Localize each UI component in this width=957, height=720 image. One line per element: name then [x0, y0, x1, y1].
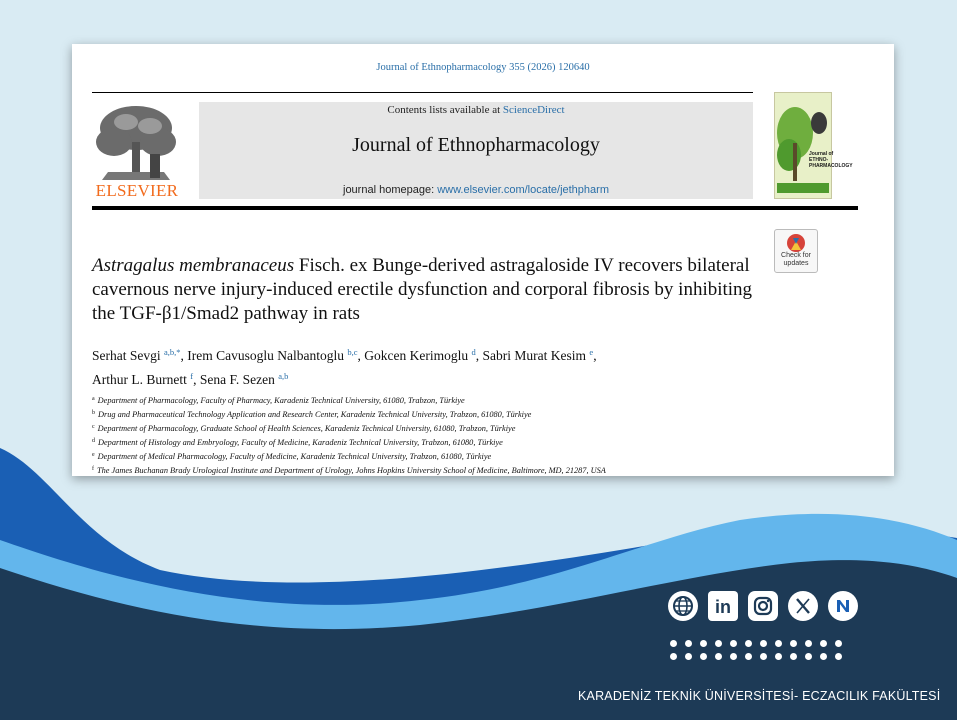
author[interactable]: Sabri Murat Kesim $^e$, [482, 347, 597, 363]
badge-line: Check for [781, 252, 811, 259]
sciencedirect-link[interactable]: ScienceDirect [502, 104, 565, 116]
author[interactable]: Gokcen Kerimoglu $^d$, [364, 347, 483, 363]
footer-institution: KARADENİZ TEKNİK ÜNİVERSİTESİ- ECZACILIK FAKÜLTESİ [578, 689, 941, 703]
author[interactable]: Sena F. Sezen $^{a,b}$ [199, 371, 289, 387]
author[interactable]: Serhat Sevgi $^{a,b,*}$, [92, 347, 188, 363]
linkedin-text: in [715, 597, 731, 617]
homepage-link[interactable]: www.elsevier.com/locate/jethpharm [437, 184, 609, 196]
top-rule [92, 92, 753, 93]
globe-icon[interactable] [668, 591, 698, 621]
title-rest: Fisch. ex Bunge-derived astragaloside IV recovers bilateral cavernous nerve injury-induced erectile dysfunction and corporal fibrosis by inhibiting the TGF-β1/Smad2 pathway in rats [92, 255, 753, 324]
cover-line: Journal of [809, 151, 834, 157]
homepage-line [199, 184, 753, 196]
cover-line: PHARMACOLOGY [809, 163, 853, 169]
badge-line: updates [783, 260, 809, 267]
instagram-icon[interactable] [748, 591, 778, 621]
cover-line: ETHNO- [809, 157, 829, 163]
nv-icon[interactable] [828, 591, 858, 621]
author[interactable]: Irem Cavusoglu Nalbantoglu $^{b,c}$, [187, 347, 365, 363]
check-updates-icon [775, 232, 817, 254]
journal-cover-thumbnail[interactable] [774, 92, 853, 199]
journal-header-box [199, 102, 753, 199]
paper-header-card [72, 44, 894, 476]
article-title [92, 254, 762, 326]
linkedin-icon[interactable] [708, 591, 738, 621]
homepage-prefix: journal homepage: [343, 184, 438, 196]
journal-reference[interactable]: Journal of Ethnopharmacology 355 (2026) 120640 [376, 62, 590, 73]
author[interactable]: Arthur L. Burnett $^f$, [92, 371, 200, 387]
check-for-updates-badge[interactable] [774, 229, 818, 273]
thick-rule [92, 206, 858, 210]
affiliation-list [92, 393, 852, 477]
contents-prefix: Contents lists available at [387, 104, 503, 116]
affiliation: $^b$ Drug and Pharmaceutical Technology Application and Research Center, Karadeniz Technical University, Trabzon, 61080, Türkiye [92, 410, 532, 419]
affiliation: $^c$ Department of Pharmacology, Graduate School of Health Sciences, Karadeniz Technical University, 61080, Trabzon, Türkiye [92, 424, 516, 433]
author-list [92, 342, 762, 390]
affiliation: $^f$ The James Buchanan Brady Urological Institute and Department of Urology, Johns Hopkins University School of Medicine, Baltimore, MD, 21287, USA [92, 466, 606, 475]
cover-tree-icon [775, 93, 831, 198]
contents-line [199, 104, 753, 116]
title-italic: Astragalus membranaceus [92, 255, 295, 276]
affiliation: $^e$ Department of Medical Pharmacology, Faculty of Medicine, Karadeniz Technical University, Trabzon, 61080, Türkiye [92, 452, 492, 461]
cover-title [809, 151, 853, 169]
journal-name: Journal of Ethnopharmacology [352, 134, 600, 156]
x-icon[interactable] [788, 591, 818, 621]
affiliation: $^d$ Department of Histology and Embryology, Faculty of Medicine, Karadeniz Technical University, Trabzon, 61080, Türkiye [92, 438, 503, 447]
affiliation: $^a$ Department of Pharmacology, Faculty of Pharmacy, Karadeniz Technical University, 61080, Trabzon, Türkiye [92, 396, 465, 405]
badge-text [775, 252, 817, 268]
elsevier-wordmark: ELSEVIER [95, 181, 179, 200]
decorative-dots [670, 640, 862, 666]
